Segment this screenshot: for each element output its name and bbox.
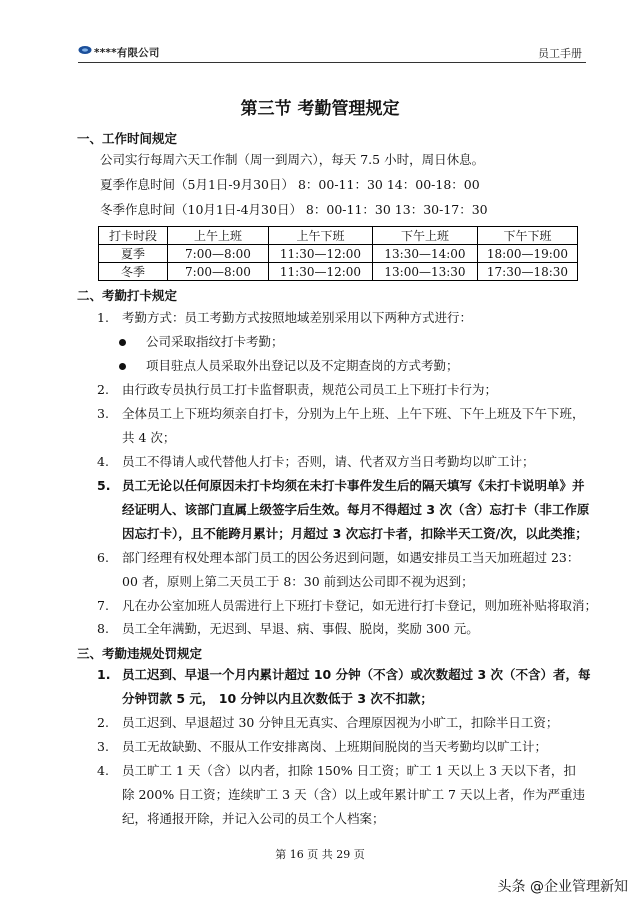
s3-item1-text-b: 分钟罚款 5 元， 10 分钟以内且次数低于 3 次不扣款； [122, 691, 433, 706]
bullet-icon [119, 363, 126, 370]
page-number: 第 16 页 共 29 页 [275, 848, 365, 861]
table-header-cell: 上午下班 [269, 227, 373, 245]
table-header-cell: 下午上班 [373, 227, 478, 245]
table-header-cell: 下午下班 [478, 227, 578, 245]
header-company: ****有限公司 [94, 47, 160, 59]
s2-item4-number: 4. [97, 454, 109, 469]
page-title: 第三节 考勤管理规定 [240, 99, 400, 119]
table-cell: 13:00—13:30 [373, 263, 478, 281]
s2-item2-text: 由行政专员执行员工打卡监督职责，规范公司员工上下班打卡行为； [122, 382, 498, 397]
section1-summer-schedule: 夏季作息时间（5月1日-9月30日） 8：00-11：30 14：00-18：00 [100, 177, 480, 192]
header-doc-name: 员工手册 [538, 47, 582, 60]
s3-item4-text-c: 纪，将通报开除，并记入公司的员工个人档案； [122, 811, 385, 826]
s2-item5-text-c: 因忘打卡），且不能跨月累计；月超过 3 次忘打卡者，扣除半天工资/次，以此类推； [122, 526, 588, 541]
table-header-cell: 上午上班 [168, 227, 269, 245]
bullet-icon [119, 339, 126, 346]
s2-item6-text-b: 00 者，原则上第二天员工于 8：30 前到达公司即不视为迟到； [122, 574, 474, 589]
s2-item7-number: 7. [97, 598, 109, 613]
s2-item3-text-b: 共 4 次； [122, 430, 176, 445]
s2-item6-number: 6. [97, 550, 109, 565]
table-cell: 7:00—8:00 [168, 245, 269, 263]
s2-item1-text: 考勤方式：员工考勤方式按照地域差别采用以下两种方式进行： [122, 310, 473, 325]
table-header-cell: 打卡时段 [99, 227, 168, 245]
section2-heading: 二、考勤打卡规定 [77, 288, 178, 303]
s2-item3-text-a: 全体员工上下班均须亲自打卡，分别为上午上班、上午下班、下午上班及下午下班， [122, 406, 585, 421]
watermark: 头条 @企业管理新知 [497, 879, 628, 895]
s2-item5-number: 5. [97, 478, 111, 493]
table-cell: 冬季 [99, 263, 168, 281]
s2-bullet2-text: 项目驻点人员采取外出登记以及不定期查岗的方式考勤； [146, 358, 459, 373]
s3-item4-text-a: 员工旷工 1 天（含）以内者，扣除 150% 日工资；旷工 1 天以上 3 天以下者，扣 [122, 763, 576, 778]
schedule-table [98, 226, 578, 281]
table-cell: 11:30—12:00 [269, 263, 373, 281]
s3-item1-number: 1. [97, 667, 111, 682]
section1-heading: 一、工作时间规定 [77, 131, 178, 146]
s2-item2-number: 2. [97, 382, 109, 397]
section3-heading: 三、考勤违规处罚规定 [77, 646, 203, 661]
table-row [99, 245, 578, 263]
section1-winter-schedule: 冬季作息时间（10月1日-4月30日） 8：00-11：30 13：30-17：30 [100, 202, 488, 217]
s2-item5-text-b: 经证明人、该部门直属上级签字后生效。每月不得超过 3 次（含）忘打卡（非工作原 [122, 502, 590, 517]
s2-item8-text: 员工全年满勤，无迟到、早退、病、事假、脱岗，奖励 300 元。 [122, 621, 479, 636]
s2-item6-text-a: 部门经理有权处理本部门员工的因公务迟到问题，如遇安排员工当天加班超过 23： [122, 550, 580, 565]
table-cell: 11:30—12:00 [269, 245, 373, 263]
table-cell: 13:30—14:00 [373, 245, 478, 263]
table-cell: 17:30—18:30 [478, 263, 578, 281]
s3-item4-number: 4. [97, 763, 109, 778]
s3-item2-text: 员工迟到、早退超过 30 分钟且无真实、合理原因视为小旷工，扣除半日工资； [122, 715, 559, 730]
table-cell: 7:00—8:00 [168, 263, 269, 281]
table-header-row [99, 227, 578, 245]
s2-item1-number: 1. [97, 310, 109, 325]
table-row [99, 263, 578, 281]
s2-item7-text: 凡在办公室加班人员需进行上下班打卡登记，如无进行打卡登记，则加班补贴将取消； [122, 598, 598, 613]
header-divider [78, 62, 586, 63]
table-cell: 18:00—19:00 [478, 245, 578, 263]
s2-item4-text: 员工不得请人或代替他人打卡；否则，请、代者双方当日考勤均以旷工计； [122, 454, 535, 469]
table-cell: 夏季 [99, 245, 168, 263]
section1-line1: 公司实行每周六天工作制（周一到周六），每天 7.5 小时，周日休息。 [100, 152, 485, 167]
s3-item2-number: 2. [97, 715, 109, 730]
s2-bullet1-text: 公司采取指纹打卡考勤； [146, 334, 284, 349]
s2-item3-number: 3. [97, 406, 109, 421]
s3-item4-text-b: 除 200% 日工资；连续旷工 3 天（含）以上或年累计旷工 7 天以上者，作为严重违 [122, 787, 585, 802]
s2-item8-number: 8. [97, 621, 109, 636]
s3-item3-text: 员工无故缺勤、不服从工作安排离岗、上班期间脱岗的当天考勤均以旷工计； [122, 739, 548, 754]
s3-item1-text-a: 员工迟到、早退一个月内累计超过 10 分钟（不含）或次数超过 3 次（不含）者，每 [122, 667, 591, 682]
s3-item3-number: 3. [97, 739, 109, 754]
s2-item5-text-a: 员工无论以任何原因未打卡均须在未打卡事件发生后的隔天填写《未打卡说明单》并 [122, 478, 585, 493]
